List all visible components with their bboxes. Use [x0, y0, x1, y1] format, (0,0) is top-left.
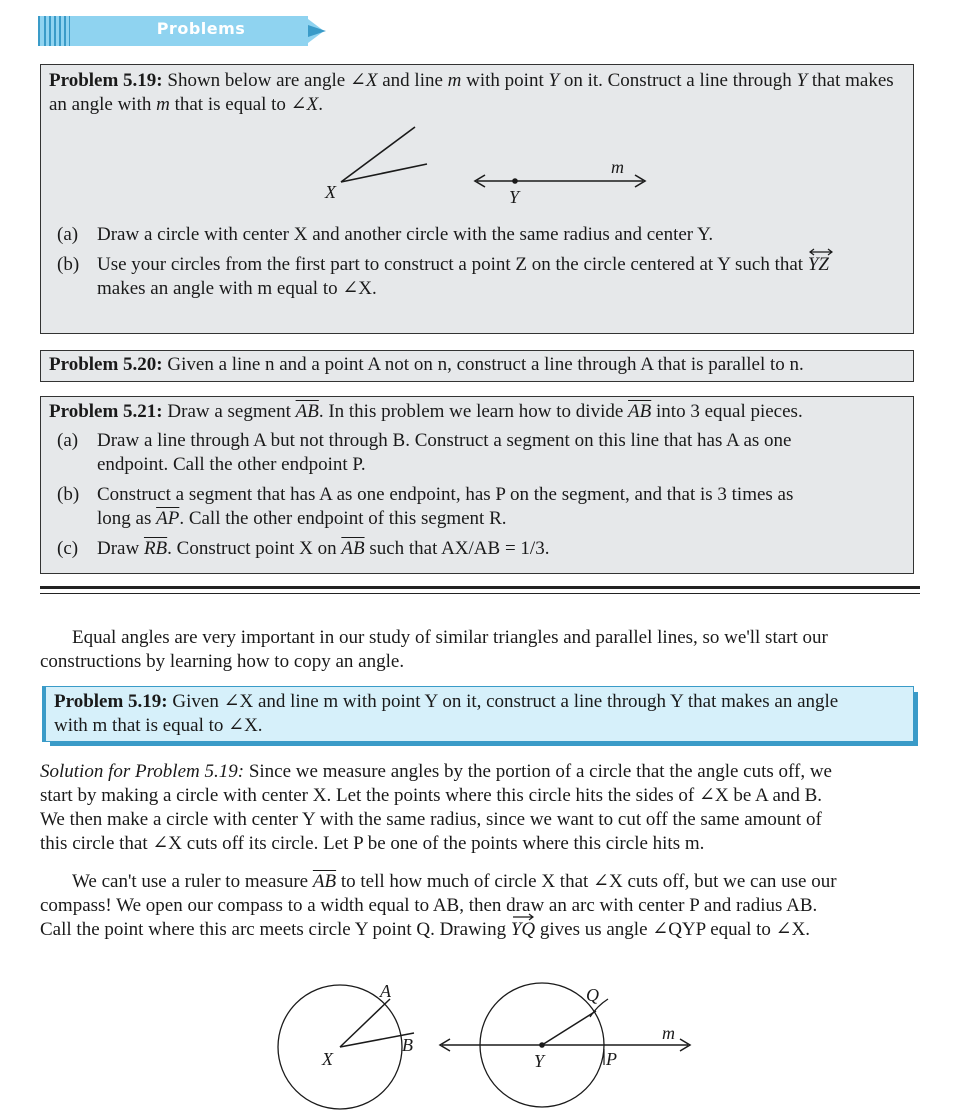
problem-5-21-statement: Problem 5.21: Draw a segment $\overline{AB}$. In this problem we learn how to divide $\overline{AB}$ into 3 equal pieces.	[49, 401, 803, 422]
point-y	[512, 178, 518, 184]
solution-paragraph: Solution for Problem 5.19: Since we measure angles by the portion of a circle that the angle cuts off, we start by making a circle with center X. Let the points where this circle hits the sides of ∠X be A and B. We then make a circle with center Y with the same radius, since we want to cut off the same amount of this circle that ∠X cuts off its circle. Let P be one of the points where this circle hits m.	[40, 761, 832, 854]
solution-box-shadow-side	[914, 692, 918, 746]
angle-copy-figure	[240, 975, 720, 1116]
label-p: P	[606, 1049, 617, 1069]
label-q: Q	[586, 985, 599, 1005]
ray-yq: YQ	[511, 919, 535, 940]
problem-5-19-statement: Problem 5.19: Shown below are angle ∠X and line m with point Y on it. Construct a line through Y that makes an angle with m that is equal to ∠X.	[49, 70, 894, 115]
problem-5-21-part-c: (c) Draw $\overline{RB}$. Construct point X on $\overline{AB}$ such that AX/AB = 1/3.	[57, 538, 550, 559]
pencil-tip-icon	[304, 16, 364, 48]
angle-x-line-m-figure	[49, 117, 909, 225]
section-rule-thick	[40, 586, 920, 589]
problem-5-19-part-b: (b) Use your circles from the first part to construct a point Z on the circle centered at Y such that YZ makes an angle with m equal to ∠X.	[49, 253, 905, 301]
label-m: m	[611, 157, 624, 177]
intro-paragraph: Equal angles are very important in our study of similar triangles and parallel lines, so we'll start our constructions by learning how to copy an angle.	[40, 627, 828, 672]
ray-xa	[340, 999, 390, 1047]
problem-5-21-box	[40, 396, 914, 574]
problem-5-20-box: Problem 5.20: Given a line n and a point A not on n, construct a line through A that is parallel to n.	[40, 350, 914, 382]
line-arrow-icon	[808, 248, 834, 256]
solution-heading: Solution for Problem 5.19:	[40, 761, 245, 782]
banner-title: Problems	[156, 19, 246, 38]
ray-arrow-icon	[511, 913, 535, 921]
problem-5-19-part-a: (a) Draw a circle with center X and another circle with the same radius and center Y.	[57, 224, 714, 245]
label-a: A	[380, 981, 391, 1001]
problems-banner	[38, 14, 326, 48]
label-y2: Y	[534, 1051, 545, 1071]
point-y2	[539, 1042, 545, 1048]
ray-yq-line	[542, 1011, 596, 1045]
problem-5-21-part-b: (b) Construct a segment that has A as one endpoint, has P on the segment, and that is 3 times as long as $\overline{AP}$. Call the other endpoint of this segment R.	[57, 484, 794, 529]
problem-5-19-box	[40, 64, 914, 334]
section-rule-thin	[40, 593, 920, 594]
problem-5-21-part-a: (a) Draw a line through A but not through B. Construct a segment on this line that has A as one endpoint. Call the other endpoint P.	[57, 430, 792, 475]
compass-paragraph: We can't use a ruler to measure $\overline{AB}$ to tell how much of circle X that ∠X cuts off, but we can use our compass! We open our compass to a width equal to AB, then draw an arc with center P and radius AB. Call the point where this arc meets circle Y point Q. Drawing YQ gives us angle ∠QYP equal to ∠X.	[40, 871, 837, 940]
solution-box-shadow	[50, 742, 918, 746]
solution-problem-box: Problem 5.19: Given ∠X and line m with point Y on it, construct a line through Y that makes an angle with m that is equal to ∠X.	[42, 686, 914, 742]
label-b: B	[402, 1035, 413, 1055]
ray-yz: YZ	[808, 254, 829, 275]
label-m2: m	[662, 1023, 675, 1043]
banner-stripes	[44, 16, 70, 46]
label-x: X	[325, 182, 336, 202]
label-x2: X	[322, 1049, 333, 1069]
label-y: Y	[509, 187, 520, 207]
